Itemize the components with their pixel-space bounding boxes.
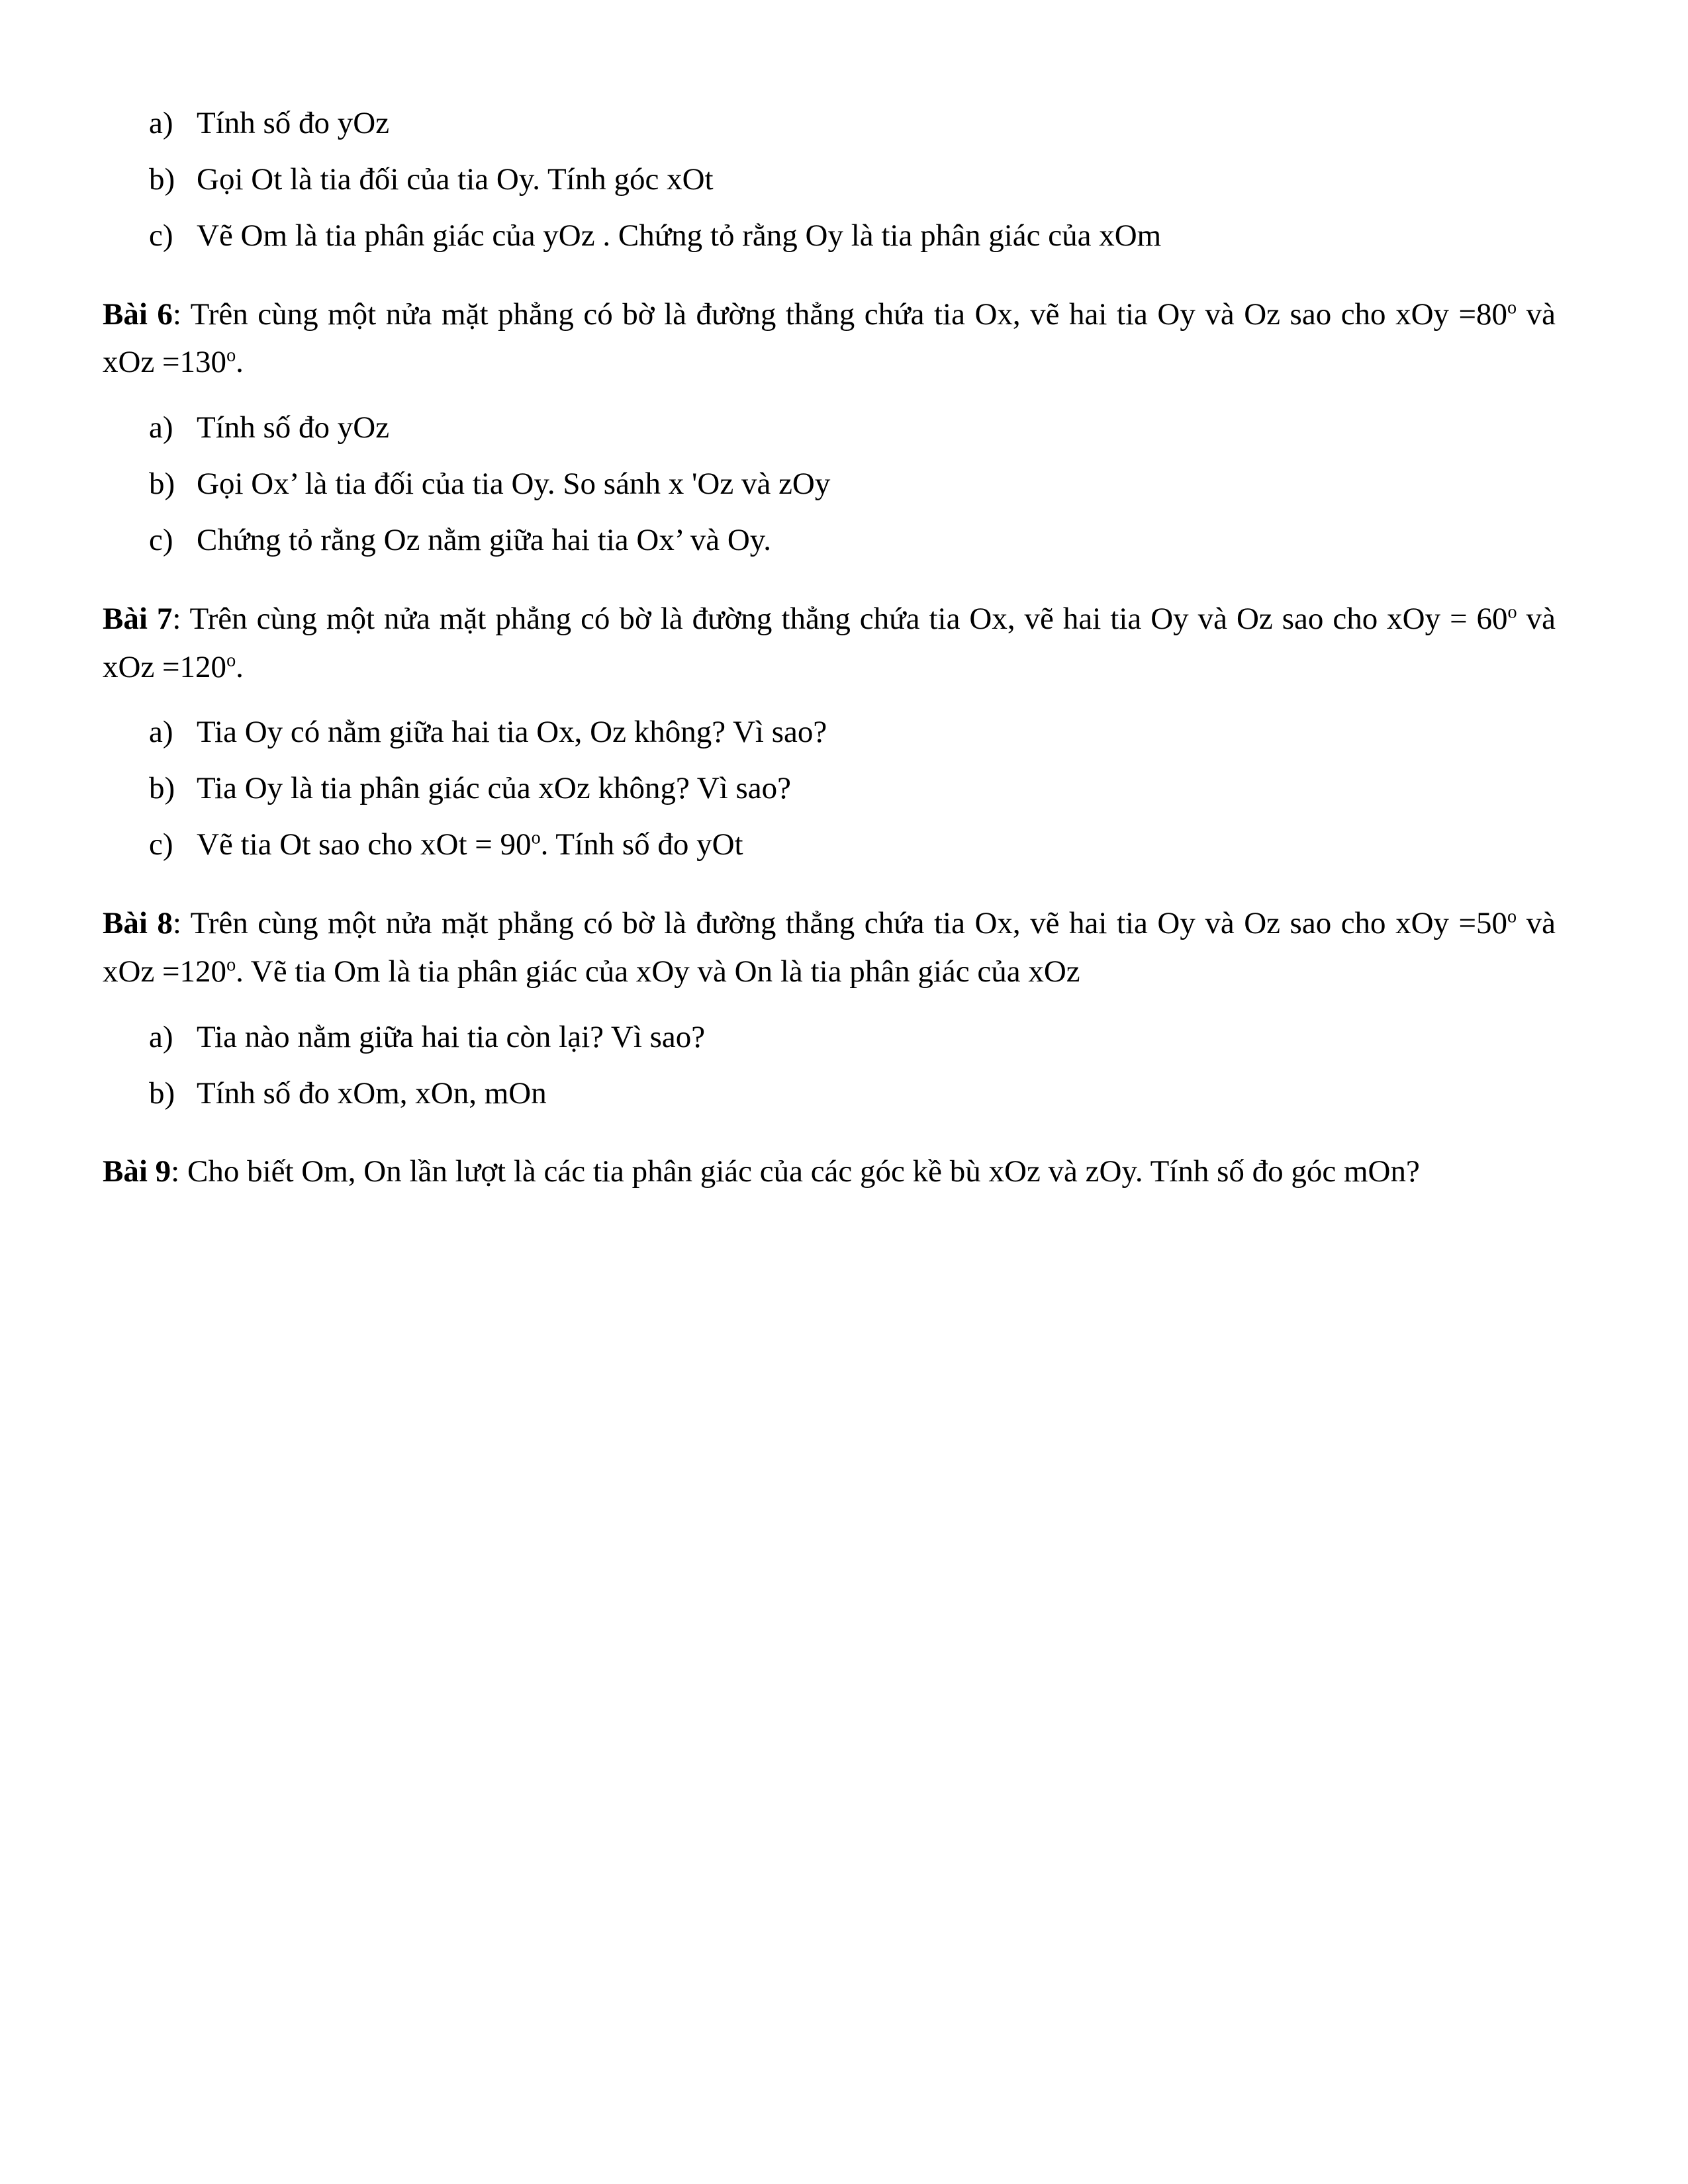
item-text-run: Tia Oy là tia phân giác của xOz không? Vì sao? (197, 771, 792, 806)
item-label: b) (149, 1075, 175, 1111)
item-label: c) (149, 522, 173, 557)
list-item (149, 1013, 1556, 1062)
item-text (197, 404, 1556, 452)
item-label: b) (149, 771, 175, 806)
problem-intro (103, 1148, 1556, 1196)
item-label: c) (149, 218, 173, 253)
item-text-run: Tia Oy có nằm giữa hai tia Ox, Oz không? Vì sao? (197, 715, 827, 750)
intro-run: . (236, 649, 244, 684)
item-text (197, 516, 1556, 565)
item-text (197, 708, 1556, 756)
item-text-run: Chứng tỏ rằng Oz nằm giữa hai tia Ox’ và Oy. (197, 522, 772, 557)
problem-intro (103, 291, 1556, 387)
intro-run: và xOz =120 (103, 905, 1556, 989)
item-text-run: Vẽ Om là tia phân giác của yOz . Chứng tỏ rằng Oy là tia phân giác của xOm (197, 218, 1162, 253)
problem-bai-9 (103, 1148, 1556, 1196)
degree-sup: o (1507, 602, 1517, 623)
item-text-run: Tính số đo xOm, xOn, mOn (197, 1075, 547, 1111)
list-item (149, 708, 1556, 756)
degree-sup: o (226, 954, 236, 976)
problem-title: Bài 9 (103, 1154, 171, 1189)
intro-run: : Cho biết Om, On lần lượt là các tia phân giác của các góc kề bù xOz và zOy. Tính số đo góc mOn? (171, 1154, 1420, 1189)
item-label: a) (149, 1019, 173, 1054)
item-text (197, 212, 1556, 260)
item-text-run: Tia nào nằm giữa hai tia còn lại? Vì sao? (197, 1019, 706, 1054)
item-text-run: Gọi Ot là tia đối của tia Oy. Tính góc xOt (197, 161, 714, 197)
item-text (197, 821, 1556, 869)
problem-title: Bài 7 (103, 601, 173, 636)
list-item (149, 212, 1556, 260)
list-item (149, 1069, 1556, 1118)
list-item (149, 460, 1556, 508)
item-text-run: Tính số đo yOz (197, 106, 390, 140)
degree-sup: o (226, 345, 236, 366)
intro-run: và xOz =130 (103, 296, 1556, 380)
degree-sup: o (1507, 296, 1517, 318)
problem-item-list (103, 708, 1556, 869)
intro-run: và xOz =120 (103, 601, 1556, 684)
problem-bai-7 (103, 595, 1556, 869)
item-text (197, 156, 1556, 204)
problem-bai-6 (103, 291, 1556, 565)
item-label: c) (149, 827, 173, 862)
intro-run: : Trên cùng một nửa mặt phẳng có bờ là đường thẳng chứa tia Ox, vẽ hai tia Oy và Oz sao cho xOy =50 (172, 905, 1508, 940)
problem-intro (103, 899, 1556, 996)
intro-run: . Vẽ tia Om là tia phân giác của xOy và On là tia phân giác của xOz (236, 954, 1080, 989)
intro-run: : Trên cùng một nửa mặt phẳng có bờ là đường thẳng chứa tia Ox, vẽ hai tia Oy và Oz sao cho xOy = 60 (172, 601, 1508, 636)
intro-run: . (236, 345, 244, 380)
item-text (197, 460, 1556, 508)
list-item (149, 404, 1556, 452)
problem-bai-8 (103, 899, 1556, 1117)
list-item (149, 516, 1556, 565)
list-item (149, 99, 1556, 148)
item-label: b) (149, 467, 175, 502)
degree-sup: o (226, 649, 236, 670)
list-item (149, 821, 1556, 869)
item-text (197, 99, 1556, 148)
item-text-run: Tính số đo yOz (197, 410, 390, 445)
list-item (149, 764, 1556, 813)
item-text-run: Vẽ tia Ot sao cho xOt = 90 (197, 827, 532, 862)
item-label: a) (149, 410, 173, 445)
top-item-list (103, 99, 1556, 260)
item-text (197, 1069, 1556, 1118)
intro-run: : Trên cùng một nửa mặt phẳng có bờ là đường thẳng chứa tia Ox, vẽ hai tia Oy và Oz sao cho xOy =80 (172, 296, 1508, 332)
item-text-run: . Tính số đo yOt (540, 827, 743, 862)
problem-item-list (103, 1013, 1556, 1118)
item-label: b) (149, 161, 175, 197)
item-text (197, 1013, 1556, 1062)
item-text (197, 764, 1556, 813)
problem-title: Bài 8 (103, 905, 173, 940)
problem-item-list (103, 404, 1556, 565)
problem-intro (103, 595, 1556, 692)
degree-sup: o (1507, 906, 1517, 927)
item-text-run: Gọi Ox’ là tia đối của tia Oy. So sánh x 'Oz và zOy (197, 467, 831, 502)
item-label: a) (149, 715, 173, 750)
degree-sup: o (531, 827, 541, 848)
list-item (149, 156, 1556, 204)
problem-title: Bài 6 (103, 296, 173, 332)
item-label: a) (149, 106, 173, 140)
